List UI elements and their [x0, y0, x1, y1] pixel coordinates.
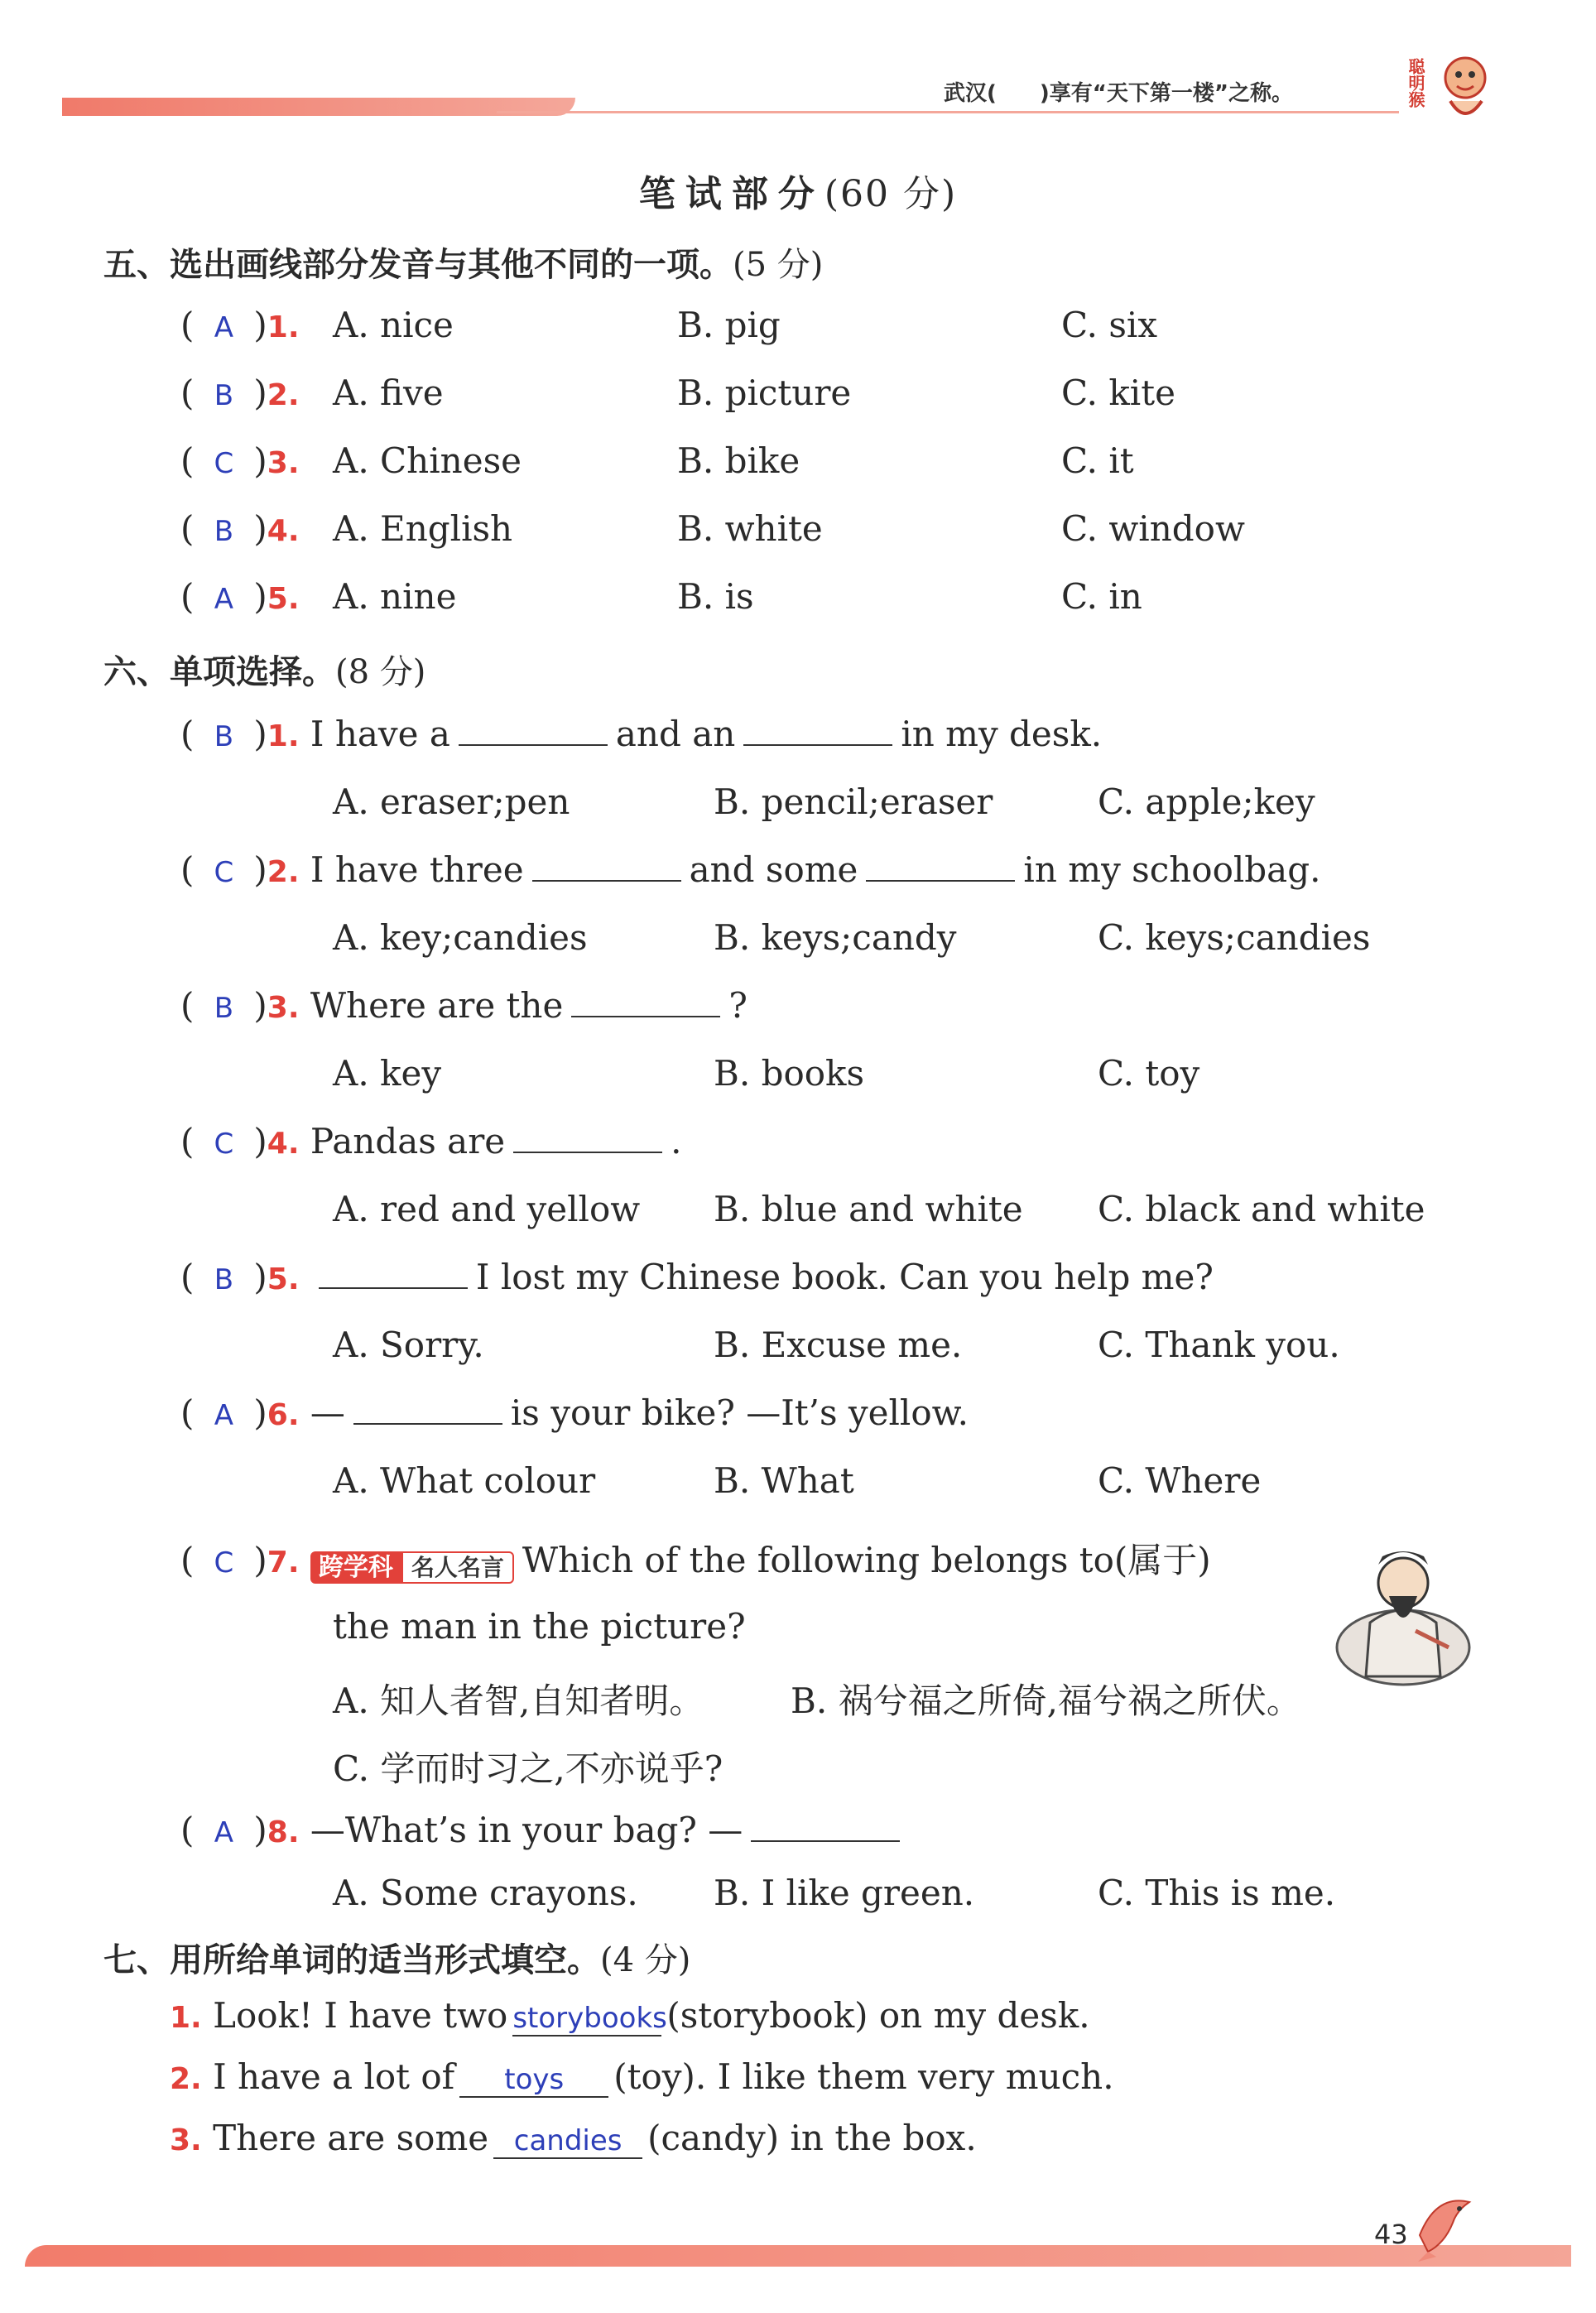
p6-q6-b: B. What: [714, 1460, 854, 1501]
answer: A: [214, 311, 234, 344]
p6-q7-c: C. 学而时习之,不亦说乎?: [333, 1748, 723, 1789]
p6-q3-b: B. books: [714, 1053, 865, 1094]
p6-q6: ( A )6. — is your bike? —It’s yellow.: [180, 1392, 969, 1433]
footer-band: [25, 2245, 1571, 2267]
p6-q4-b: B. blue and white: [714, 1189, 1023, 1229]
p6-q5-c: C. Thank you.: [1098, 1325, 1340, 1365]
p6-q4-c: C. black and white: [1098, 1189, 1425, 1229]
confucius-portrait-icon: [1324, 1532, 1473, 1689]
header-line: [497, 111, 1399, 113]
p7-q1: 1. Look! I have two storybooks(storybook) on my desk.: [170, 1995, 1090, 2036]
p5-q4-c: C. window: [1061, 508, 1245, 549]
p5-q1-a: A. nice: [333, 305, 454, 345]
page-number: 43: [1374, 2219, 1408, 2250]
fill-answer: storybooks: [512, 2002, 667, 2035]
part6-heading: 六、单项选择。(8 分): [103, 653, 426, 691]
p5-q5-a: A. nine: [333, 576, 457, 617]
p6-q1-a: A. eraser;pen: [333, 781, 570, 822]
p6-q4: ( C )4. Pandas are .: [180, 1121, 682, 1161]
p5-q5: ( A )5.: [180, 576, 300, 617]
p6-q1: ( B )1. I have a and an in my desk.: [180, 714, 1103, 754]
p6-q1-c: C. apple;key: [1098, 781, 1315, 822]
p5-q3: ( C )3.: [180, 440, 300, 481]
p6-q8-c: C. This is me.: [1098, 1873, 1336, 1913]
p6-q2-c: C. keys;candies: [1098, 917, 1371, 958]
p6-q8-a: A. Some crayons.: [333, 1873, 638, 1913]
p5-q1-c: C. six: [1061, 305, 1158, 345]
p5-q2-c: C. kite: [1061, 373, 1175, 413]
p6-q3: ( B )3. Where are the ?: [180, 985, 748, 1026]
p5-q2: ( B )2.: [180, 373, 300, 413]
p6-q7-b: B. 祸兮福之所倚,福兮祸之所伏。: [791, 1681, 1301, 1721]
p7-q3: 3. There are some candies (candy) in the box.: [170, 2118, 977, 2158]
p6-q7-a: A. 知人者智,自知者明。: [333, 1681, 704, 1721]
part5-heading: 五、选出画线部分发音与其他不同的一项。(5 分): [103, 246, 824, 284]
p6-q7-line2: the man in the picture?: [333, 1606, 746, 1647]
p5-q4-a: A. English: [333, 508, 513, 549]
p5-q1: ( A )1.: [180, 305, 300, 345]
p6-q5: ( B )5. I lost my Chinese book. Can you help me?: [180, 1257, 1214, 1297]
p6-q1-b: B. pencil;eraser: [714, 781, 993, 822]
p5-q2-a: A. five: [333, 373, 444, 413]
p6-q6-a: A. What colour: [333, 1460, 596, 1501]
p5-q3-b: B. bike: [677, 440, 800, 481]
p6-q6-c: C. Where: [1098, 1460, 1262, 1501]
p5-q4: ( B )4.: [180, 508, 300, 549]
p5-q4-b: B. white: [677, 508, 823, 549]
p6-q2-a: A. key;candies: [333, 917, 588, 958]
p6-q8-b: B. I like green.: [714, 1873, 975, 1913]
answer: B: [214, 379, 234, 412]
section-title: 笔试部分(60 分): [638, 173, 958, 215]
p5-q3-c: C. it: [1061, 440, 1134, 481]
p5-q3-a: A. Chinese: [333, 440, 522, 481]
p6-q5-b: B. Excuse me.: [714, 1325, 963, 1365]
p6-q3-c: C. toy: [1098, 1053, 1200, 1094]
answer: A: [214, 583, 234, 616]
header-note: 武汉( )享有“天下第一楼”之称。: [944, 81, 1293, 106]
p6-q3-a: A. key: [333, 1053, 442, 1094]
answer: B: [214, 515, 234, 548]
p6-q4-a: A. red and yellow: [333, 1189, 641, 1229]
part7-heading: 七、用所给单词的适当形式填空。(4 分): [103, 1941, 691, 1979]
p7-q2: 2. I have a lot of toys (toy). I like them very much.: [170, 2056, 1114, 2097]
fill-answer: candies: [493, 2124, 642, 2159]
fill-answer: toys: [459, 2063, 608, 2098]
p6-q7: ( C )7. 跨学科 名人名言 Which of the following belongs to(属于): [180, 1540, 1211, 1582]
answer: C: [214, 447, 234, 480]
p6-q2: ( C )2. I have three and some in my schoolbag.: [180, 849, 1321, 890]
dolphin-icon: [1411, 2186, 1478, 2264]
p5-q5-c: C. in: [1061, 576, 1142, 617]
p5-q2-b: B. picture: [677, 373, 852, 413]
p6-q8: ( A )8. —What’s in your bag? —: [180, 1810, 908, 1850]
monkey-logo-icon: [1432, 51, 1498, 130]
interdisciplinary-tag: 跨学科 名人名言: [310, 1543, 514, 1584]
p5-q1-b: B. pig: [677, 305, 781, 345]
p6-q5-a: A. Sorry.: [333, 1325, 484, 1365]
p5-q5-b: B. is: [677, 576, 754, 617]
logo-text: 聪明猴: [1406, 58, 1425, 108]
p6-q2-b: B. keys;candy: [714, 917, 957, 958]
